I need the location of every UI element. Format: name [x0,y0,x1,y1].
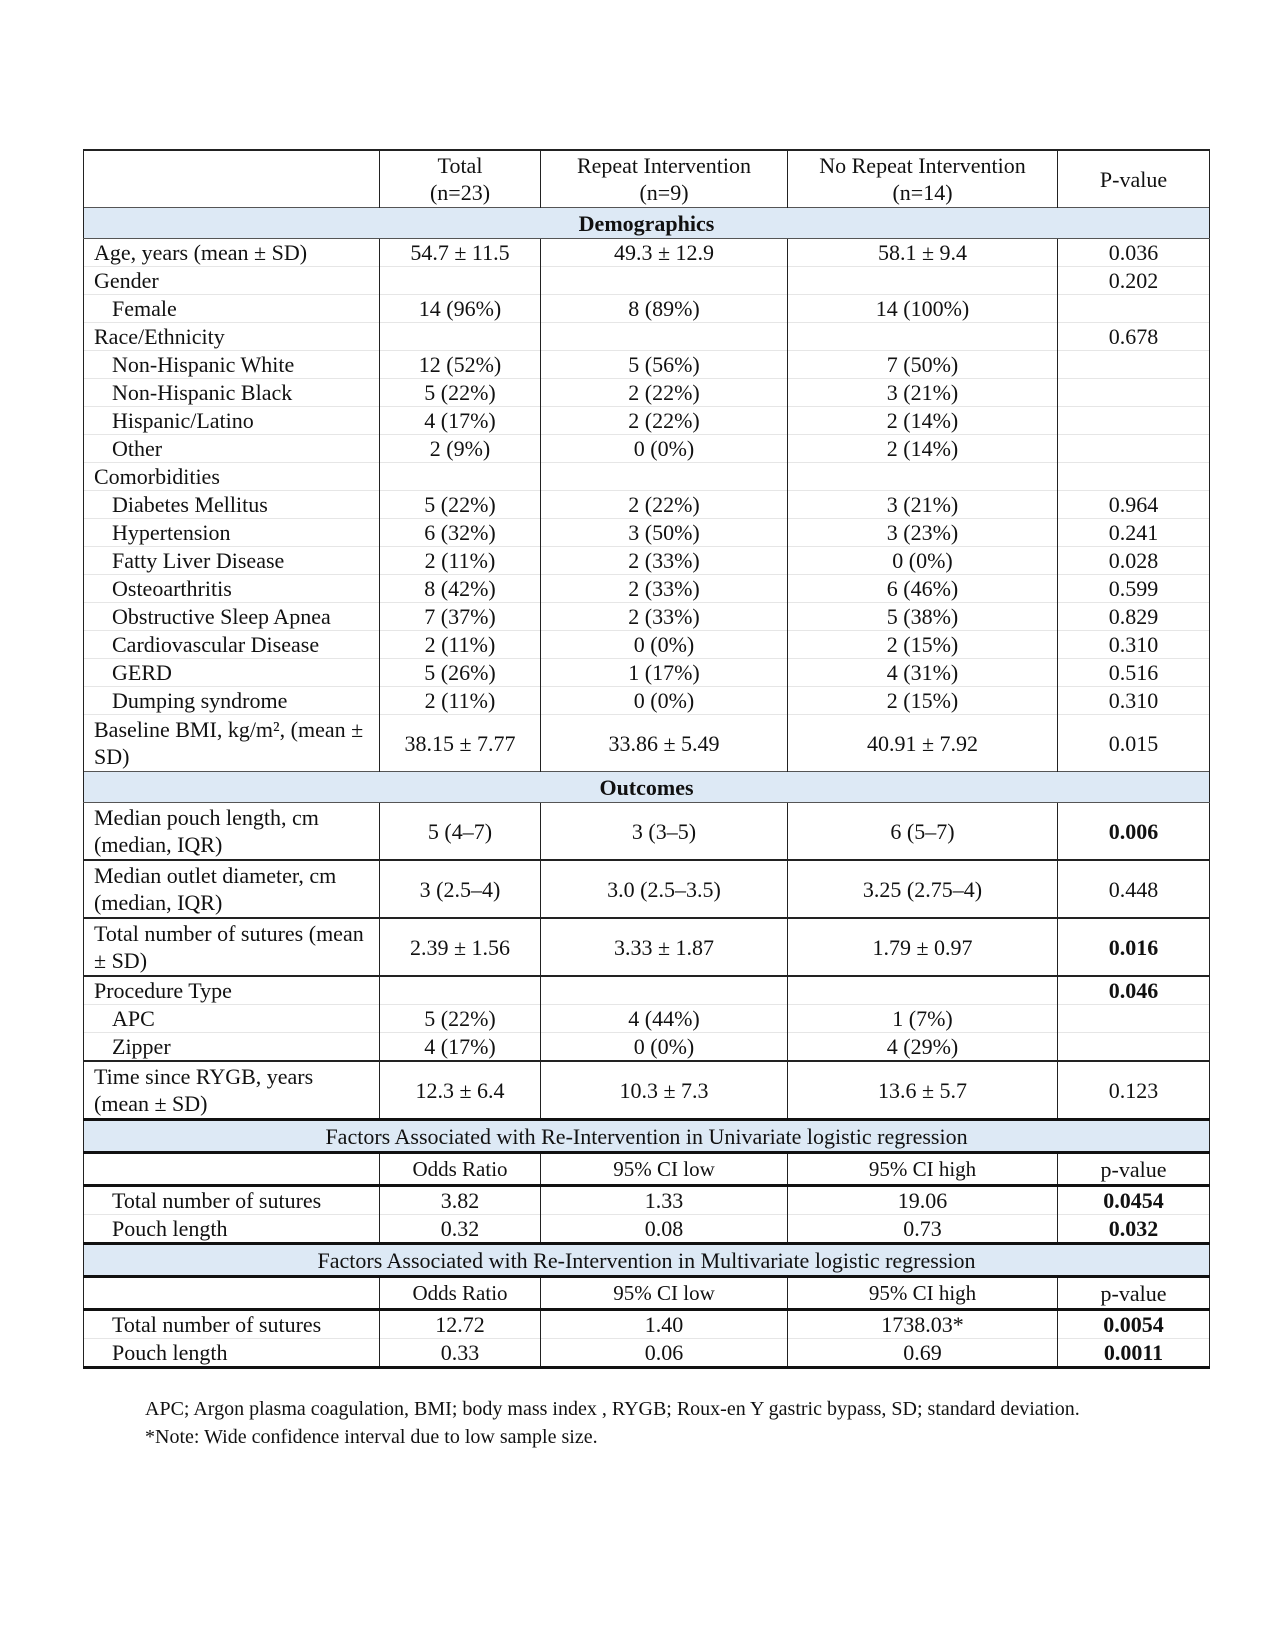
header-blank [84,1277,380,1310]
repeat-cell [541,267,788,295]
p-value-cell: 0.036 [1058,239,1210,267]
row-label: Dumping syndrome [84,687,380,715]
table-row [84,295,1210,323]
p-value-cell: 0.0454 [1058,1186,1210,1215]
section-title: Factors Associated with Re-Intervention in Univariate logistic regression [84,1120,1210,1153]
norepeat-cell: 2 (14%) [788,407,1058,435]
total-cell: 5 (26%) [380,659,541,687]
ci-high-cell: 0.69 [788,1339,1058,1368]
p-value-cell: 0.310 [1058,687,1210,715]
norepeat-cell: 1 (7%) [788,1005,1058,1033]
table-row [84,379,1210,407]
norepeat-cell: 6 (5–7) [788,803,1058,861]
total-cell: 5 (22%) [380,379,541,407]
header-blank [84,1153,380,1186]
table-row [84,407,1210,435]
norepeat-cell: 1.79 ± 0.97 [788,918,1058,976]
section-title: Demographics [84,208,1210,239]
norepeat-cell: 7 (50%) [788,351,1058,379]
norepeat-cell: 3 (21%) [788,379,1058,407]
repeat-cell: 10.3 ± 7.3 [541,1061,788,1120]
p-value-cell: 0.006 [1058,803,1210,861]
row-label: Non-Hispanic Black [84,379,380,407]
table-row [84,1186,1210,1215]
total-cell: 5 (22%) [380,1005,541,1033]
total-cell [380,267,541,295]
univariate-body [84,1186,1210,1244]
row-label: Non-Hispanic White [84,351,380,379]
p-value-cell: 0.0054 [1058,1310,1210,1339]
row-label: Procedure Type [84,976,380,1005]
regression-header-row [84,1277,1210,1310]
row-label: GERD [84,659,380,687]
table-row [84,715,1210,772]
total-cell: 12.3 ± 6.4 [380,1061,541,1120]
header-ci-low: 95% CI low [541,1277,788,1310]
repeat-cell: 2 (22%) [541,379,788,407]
results-table-container [83,149,1209,1369]
repeat-cell: 49.3 ± 12.9 [541,239,788,267]
table-row [84,239,1210,267]
row-label: Hispanic/Latino [84,407,380,435]
section-univariate [84,1120,1210,1153]
total-cell: 3 (2.5–4) [380,860,541,918]
row-label: Zipper [84,1033,380,1062]
repeat-cell: 0 (0%) [541,1033,788,1062]
total-cell [380,463,541,491]
norepeat-cell: 13.6 ± 5.7 [788,1061,1058,1120]
row-label: Total number of sutures [84,1310,380,1339]
header-repeat: Repeat Intervention (n=9) [541,150,788,208]
ci-high-cell: 0.73 [788,1215,1058,1244]
norepeat-cell: 0 (0%) [788,547,1058,575]
table-row [84,860,1210,918]
total-cell: 2 (11%) [380,687,541,715]
ci-low-cell: 1.33 [541,1186,788,1215]
ci-high-cell: 1738.03* [788,1310,1058,1339]
odds-ratio-cell: 3.82 [380,1186,541,1215]
header-p-value: p-value [1058,1277,1210,1310]
row-label: Race/Ethnicity [84,323,380,351]
multivariate-body [84,1310,1210,1368]
demographics-body [84,239,1210,772]
table-row [84,351,1210,379]
odds-ratio-cell: 0.33 [380,1339,541,1368]
row-label: Total number of sutures [84,1186,380,1215]
header-ci-high: 95% CI high [788,1277,1058,1310]
p-value-cell: 0.032 [1058,1215,1210,1244]
p-value-cell: 0.123 [1058,1061,1210,1120]
table-row [84,1061,1210,1120]
total-cell: 4 (17%) [380,1033,541,1062]
table-row [84,519,1210,547]
total-cell: 14 (96%) [380,295,541,323]
header-odds-ratio: Odds Ratio [380,1153,541,1186]
table-row [84,435,1210,463]
odds-ratio-cell: 12.72 [380,1310,541,1339]
norepeat-cell: 3 (23%) [788,519,1058,547]
repeat-cell [541,976,788,1005]
norepeat-cell: 14 (100%) [788,295,1058,323]
total-cell: 2 (11%) [380,631,541,659]
repeat-cell: 3 (50%) [541,519,788,547]
header-blank [84,150,380,208]
norepeat-cell: 2 (14%) [788,435,1058,463]
repeat-cell: 5 (56%) [541,351,788,379]
p-value-cell: 0.241 [1058,519,1210,547]
section-multivariate [84,1244,1210,1277]
norepeat-cell: 4 (31%) [788,659,1058,687]
table-row [84,631,1210,659]
table-row [84,1310,1210,1339]
table-row [84,603,1210,631]
header-pvalue: P-value [1058,150,1210,208]
p-value-cell: 0.016 [1058,918,1210,976]
section-demographics [84,208,1210,239]
repeat-cell: 2 (33%) [541,547,788,575]
row-label: Pouch length [84,1339,380,1368]
p-value-cell: 0.448 [1058,860,1210,918]
header-norepeat: No Repeat Intervention (n=14) [788,150,1058,208]
total-cell: 6 (32%) [380,519,541,547]
row-label: Baseline BMI, kg/m², (mean ± SD) [84,715,380,772]
norepeat-cell [788,463,1058,491]
row-label: Total number of sutures (mean ± SD) [84,918,380,976]
total-cell [380,976,541,1005]
p-value-cell: 0.599 [1058,575,1210,603]
p-value-cell: 0.028 [1058,547,1210,575]
repeat-cell: 3 (3–5) [541,803,788,861]
total-cell: 4 (17%) [380,407,541,435]
p-value-cell: 0.964 [1058,491,1210,519]
total-cell: 2.39 ± 1.56 [380,918,541,976]
table-row [84,659,1210,687]
norepeat-cell: 3.25 (2.75–4) [788,860,1058,918]
p-value-cell: 0.202 [1058,267,1210,295]
table-row [84,1033,1210,1062]
total-cell: 54.7 ± 11.5 [380,239,541,267]
table-row [84,1215,1210,1244]
p-value-cell: 0.015 [1058,715,1210,772]
total-cell: 5 (4–7) [380,803,541,861]
table-header-row [84,150,1210,208]
repeat-cell [541,463,788,491]
repeat-cell: 2 (22%) [541,491,788,519]
table-row [84,463,1210,491]
p-value-cell: 0.046 [1058,976,1210,1005]
p-value-cell [1058,351,1210,379]
table-footnote: APC; Argon plasma coagulation, BMI; body mass index , RYGB; Roux-en Y gastric bypass, SD; standard deviation. *Note: Wide confidence interval due to low sample size. [145,1398,1080,1448]
p-value-cell: 0.516 [1058,659,1210,687]
repeat-cell: 33.86 ± 5.49 [541,715,788,772]
repeat-cell: 3.33 ± 1.87 [541,918,788,976]
row-label: Time since RYGB, years (mean ± SD) [84,1061,380,1120]
total-cell: 5 (22%) [380,491,541,519]
p-value-cell [1058,1005,1210,1033]
section-title: Outcomes [84,772,1210,803]
table-row [84,803,1210,861]
norepeat-cell: 58.1 ± 9.4 [788,239,1058,267]
p-value-cell: 0.310 [1058,631,1210,659]
repeat-cell: 1 (17%) [541,659,788,687]
repeat-cell: 2 (33%) [541,603,788,631]
norepeat-cell: 4 (29%) [788,1033,1058,1062]
repeat-cell: 3.0 (2.5–3.5) [541,860,788,918]
p-value-cell: 0.678 [1058,323,1210,351]
norepeat-cell: 2 (15%) [788,687,1058,715]
norepeat-cell: 2 (15%) [788,631,1058,659]
results-table [83,149,1210,1369]
table-row [84,491,1210,519]
norepeat-cell: 40.91 ± 7.92 [788,715,1058,772]
p-value-cell [1058,435,1210,463]
repeat-cell: 2 (33%) [541,575,788,603]
row-label: Age, years (mean ± SD) [84,239,380,267]
odds-ratio-cell: 0.32 [380,1215,541,1244]
table-row [84,918,1210,976]
table-row [84,575,1210,603]
norepeat-cell [788,976,1058,1005]
table-row [84,267,1210,295]
total-cell: 12 (52%) [380,351,541,379]
ci-low-cell: 0.06 [541,1339,788,1368]
row-label: Osteoarthritis [84,575,380,603]
p-value-cell [1058,463,1210,491]
table-row [84,687,1210,715]
row-label: Other [84,435,380,463]
total-cell: 7 (37%) [380,603,541,631]
row-label: APC [84,1005,380,1033]
table-row [84,323,1210,351]
row-label: Gender [84,267,380,295]
repeat-cell: 2 (22%) [541,407,788,435]
row-label: Diabetes Mellitus [84,491,380,519]
p-value-cell: 0.829 [1058,603,1210,631]
norepeat-cell: 6 (46%) [788,575,1058,603]
ci-high-cell: 19.06 [788,1186,1058,1215]
p-value-cell [1058,379,1210,407]
repeat-cell [541,323,788,351]
norepeat-cell [788,323,1058,351]
table-row [84,1339,1210,1368]
header-ci-low: 95% CI low [541,1153,788,1186]
total-cell: 8 (42%) [380,575,541,603]
p-value-cell [1058,295,1210,323]
row-label: Median pouch length, cm (median, IQR) [84,803,380,861]
row-label: Cardiovascular Disease [84,631,380,659]
repeat-cell: 0 (0%) [541,631,788,659]
row-label: Median outlet diameter, cm (median, IQR) [84,860,380,918]
p-value-cell [1058,407,1210,435]
p-value-cell: 0.0011 [1058,1339,1210,1368]
total-cell [380,323,541,351]
total-cell: 2 (9%) [380,435,541,463]
table-row [84,976,1210,1005]
norepeat-cell: 5 (38%) [788,603,1058,631]
table-row [84,547,1210,575]
total-cell: 2 (11%) [380,547,541,575]
table-row [84,1005,1210,1033]
outcomes-body [84,803,1210,1120]
row-label: Obstructive Sleep Apnea [84,603,380,631]
header-p-value: p-value [1058,1153,1210,1186]
header-odds-ratio: Odds Ratio [380,1277,541,1310]
section-title: Factors Associated with Re-Intervention in Multivariate logistic regression [84,1244,1210,1277]
row-label: Hypertension [84,519,380,547]
repeat-cell: 0 (0%) [541,687,788,715]
norepeat-cell: 3 (21%) [788,491,1058,519]
repeat-cell: 8 (89%) [541,295,788,323]
header-total: Total (n=23) [380,150,541,208]
total-cell: 38.15 ± 7.77 [380,715,541,772]
row-label: Female [84,295,380,323]
ci-low-cell: 1.40 [541,1310,788,1339]
section-outcomes [84,772,1210,803]
norepeat-cell [788,267,1058,295]
regression-header-row [84,1153,1210,1186]
row-label: Pouch length [84,1215,380,1244]
repeat-cell: 4 (44%) [541,1005,788,1033]
header-ci-high: 95% CI high [788,1153,1058,1186]
p-value-cell [1058,1033,1210,1062]
row-label: Fatty Liver Disease [84,547,380,575]
repeat-cell: 0 (0%) [541,435,788,463]
row-label: Comorbidities [84,463,380,491]
ci-low-cell: 0.08 [541,1215,788,1244]
